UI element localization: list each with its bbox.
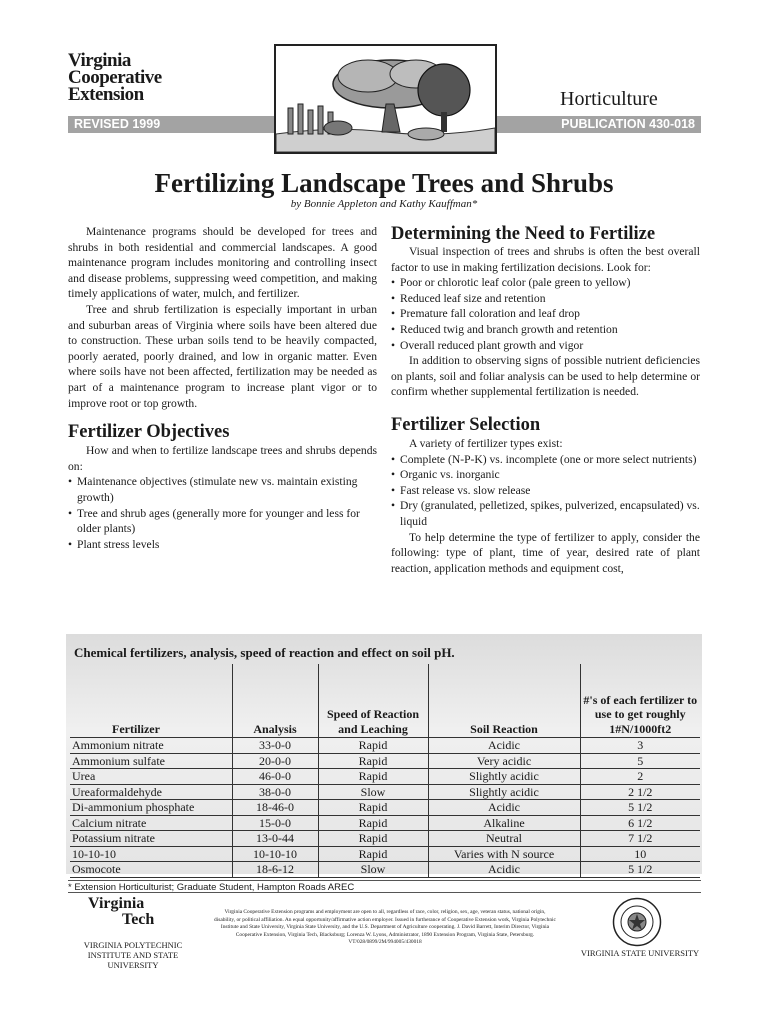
table-cell: Acidic (428, 800, 580, 816)
table-cell: 2 (580, 769, 700, 785)
legal-text (214, 909, 556, 947)
table-cell: Slow (318, 862, 428, 878)
col-header-speed: Speed of Reaction and Leaching (318, 664, 428, 738)
table-cell: Slightly acidic (428, 784, 580, 800)
table-cell: Rapid (318, 738, 428, 754)
virginia-tech-logo (88, 896, 154, 928)
table-cell: Di-ammonium phosphate (70, 800, 232, 816)
table-cell: 2 1/2 (580, 784, 700, 800)
table-cell: 10 (580, 846, 700, 862)
tree-illustration (274, 44, 497, 154)
intro-paragraph-2: Tree and shrub fertilization is especially important in urban and suburban areas of Virginia where soils have been altered due to construction. These urban soils tend to be heavily compacted, poorly aerated, poorly drained, and low in organic matter. Even where soils have not been affected, fertilization may be needed as part of a maintenance program to increase plant vigor or to improve root or top growth. (68, 302, 377, 410)
vt-logo-line-2: Tech (122, 911, 155, 928)
table-cell: Alkaline (428, 815, 580, 831)
objectives-list (68, 474, 377, 552)
need-heading: Determining the Need to Fertilize (391, 224, 656, 244)
table-cell: Varies with N source (428, 846, 580, 862)
intro-paragraph-1: Maintenance programs should be developed for trees and shrubs in both residential and commercial landscapes. A good maintenance program includes monitoring and controlling insect and disease problems, suppressing weed competition, and making timely applications of water, mulch, and fertilizer. (68, 225, 377, 301)
objectives-heading: Fertilizer Objectives (68, 422, 230, 443)
col-header-amount: #'s of each fertilizer to use to get roughly 1#N/1000ft2 (580, 664, 700, 738)
footer-divider (68, 892, 701, 893)
table-cell: 33-0-0 (232, 738, 318, 754)
vsu-seal-icon (612, 897, 662, 947)
table-title: Chemical fertilizers, analysis, speed of reaction and effect on soil pH. (74, 645, 455, 660)
table-cell: 18-46-0 (232, 800, 318, 816)
org-line-1: Virginia (68, 50, 131, 71)
table-cell: Ureaformaldehyde (70, 784, 232, 800)
table-cell: Neutral (428, 831, 580, 847)
table-cell: Slow (318, 784, 428, 800)
table-cell: 6 1/2 (580, 815, 700, 831)
need-paragraph-2: In addition to observing signs of possible nutrient deficiencies on plants, soil and foliar analysis can be used to help determine or confirm whether supplemental fertilization is needed. (391, 354, 700, 399)
list-item: • Premature fall coloration and leaf drop (391, 306, 700, 322)
table-cell: Potassium nitrate (70, 831, 232, 847)
table-cell: 15-0-0 (232, 815, 318, 831)
table-row (70, 738, 700, 754)
table-header-row (70, 664, 700, 738)
table-row (70, 862, 700, 878)
table-cell: Calcium nitrate (70, 815, 232, 831)
list-item: • Dry (granulated, pelletized, spikes, pulverized, encapsulated) vs. liquid (391, 498, 700, 529)
list-item: • Fast release vs. slow release (391, 483, 700, 499)
table-cell: 46-0-0 (232, 769, 318, 785)
table-cell: 10-10-10 (70, 846, 232, 862)
col-header-fertilizer: Fertilizer (70, 664, 232, 738)
byline: by Bonnie Appleton and Kathy Kauffman* (290, 198, 478, 210)
selection-list (391, 452, 700, 530)
list-item: • Overall reduced plant growth and vigor (391, 338, 700, 354)
selection-heading: Fertilizer Selection (391, 414, 541, 435)
table-cell: Slightly acidic (428, 769, 580, 785)
fertilizer-table (70, 664, 700, 878)
table-cell: Acidic (428, 738, 580, 754)
vt-logo-line-1: Virginia (88, 895, 145, 912)
table-row (70, 815, 700, 831)
list-item: • Tree and shrub ages (generally more for younger and less for older plants) (68, 506, 377, 537)
table-cell: Ammonium nitrate (70, 738, 232, 754)
table-cell: 18-6-12 (232, 862, 318, 878)
page-title: Fertilizing Landscape Trees and Shrubs (154, 168, 614, 198)
list-item: • Reduced leaf size and retention (391, 291, 700, 307)
footnote: * Extension Horticulturist; Graduate Student, Hampton Roads AREC (68, 880, 701, 893)
table-row (70, 800, 700, 816)
list-item: • Maintenance objectives (stimulate new vs. maintain existing growth) (68, 474, 377, 505)
table-row (70, 784, 700, 800)
col-header-soil-reaction: Soil Reaction (428, 664, 580, 738)
list-item: • Complete (N-P-K) vs. incomplete (one or more select nutrients) (391, 452, 700, 468)
table-row (70, 769, 700, 785)
list-item: • Reduced twig and branch growth and retention (391, 322, 700, 338)
tree-landscape-image (276, 46, 495, 152)
legal-code: VT/028/0899/2M/994005/430018 (348, 939, 422, 946)
list-item: • Organic vs. inorganic (391, 467, 700, 483)
table-cell: Acidic (428, 862, 580, 878)
table-cell: 5 1/2 (580, 800, 700, 816)
table-cell: Very acidic (428, 753, 580, 769)
table-cell: 5 1/2 (580, 862, 700, 878)
list-item: • Poor or chlorotic leaf color (pale green to yellow) (391, 275, 700, 291)
table-cell: 13-0-44 (232, 831, 318, 847)
need-paragraph-1: Visual inspection of trees and shrubs is often the best overall factor to use in making fertilization decisions. Look for: (391, 245, 700, 274)
table-row (70, 753, 700, 769)
left-column (68, 224, 377, 552)
table-row (70, 846, 700, 862)
table-cell: Urea (70, 769, 232, 785)
table-cell: Osmocote (70, 862, 232, 878)
table-cell: 38-0-0 (232, 784, 318, 800)
table-cell: Rapid (318, 831, 428, 847)
legal-statement: Virginia Cooperative Extension programs and employment are open to all, regardless of race, color, religion, sex, age, veteran status, national origin, disability, or political affiliation. An equal opportunity/affirmative action employer. Issued in furtherance of Cooperative Extension work, Virginia Polytechnic Institute and State University, Virginia State University, and the U.S. Department of Agriculture cooperating. J. David Barrett, Interim Director, Virginia Cooperative Extension, Virginia Tech, Blacksburg; Lorenza W. Lyons, Administrator, 1890 Extension Program, Virginia State, Petersburg. (214, 909, 556, 938)
vsu-name: VIRGINIA STATE UNIVERSITY (580, 948, 700, 958)
right-column (391, 244, 700, 576)
selection-paragraph-1: A variety of fertilizer types exist: (409, 436, 563, 450)
table-cell: 3 (580, 738, 700, 754)
table-cell: Rapid (318, 800, 428, 816)
selection-paragraph-2: To help determine the type of fertilizer to apply, consider the following: type of plant, time of year, desired rate of plant reaction, application methods and equipment cost, (391, 530, 700, 575)
table-cell: Rapid (318, 753, 428, 769)
section-label: Horticulture (560, 88, 658, 110)
revised-bar: REVISED 1999 (68, 116, 274, 133)
vt-name: VIRGINIA POLYTECHNIC INSTITUTE AND STATE UNIVERSITY (83, 940, 183, 970)
objectives-paragraph: How and when to fertilize landscape trees and shrubs depends on: (68, 444, 377, 473)
table-cell: 5 (580, 753, 700, 769)
table-row (70, 831, 700, 847)
table-cell: 10-10-10 (232, 846, 318, 862)
org-logo (68, 52, 162, 103)
table-cell: Rapid (318, 846, 428, 862)
org-line-3: Extension (68, 84, 144, 105)
col-header-analysis: Analysis (232, 664, 318, 738)
org-line-2: Cooperative (68, 67, 162, 88)
need-list (391, 275, 700, 353)
table-cell: Rapid (318, 815, 428, 831)
publication-bar: PUBLICATION 430-018 (497, 116, 701, 133)
table-cell: 20-0-0 (232, 753, 318, 769)
table-cell: 7 1/2 (580, 831, 700, 847)
table-cell: Ammonium sulfate (70, 753, 232, 769)
list-item: • Plant stress levels (68, 537, 377, 553)
table-cell: Rapid (318, 769, 428, 785)
